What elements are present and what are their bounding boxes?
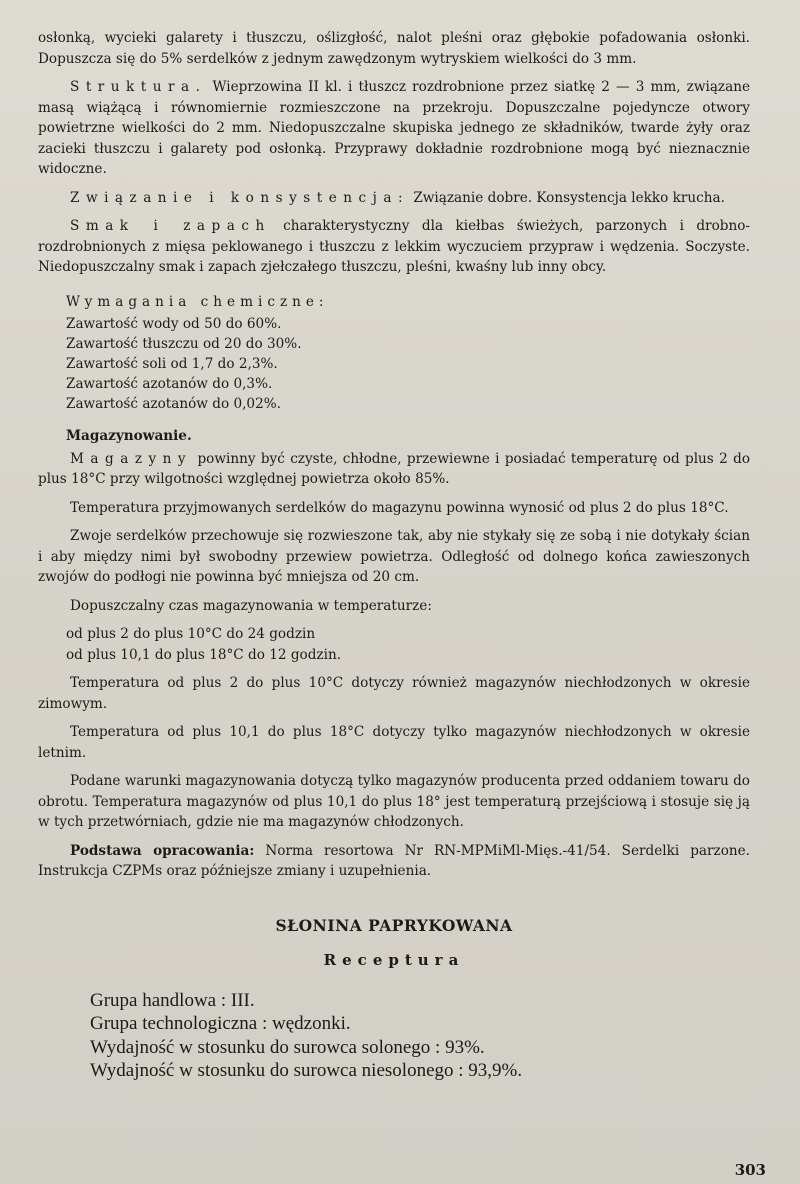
storage-time-item: od plus 10,1 do plus 18°C do 12 godzin. xyxy=(66,646,342,663)
wiazanie-label: Związanie i konsystencja: xyxy=(70,189,410,206)
smak-label: Smak i zapach xyxy=(70,218,271,234)
chemical-list xyxy=(66,314,750,414)
storage-heading: Magazynowanie. xyxy=(66,428,192,444)
paragraph-basis xyxy=(38,841,750,882)
chemical-item: Zawartość wody od 50 do 60%. xyxy=(66,316,282,332)
paragraph-defects: osłonką, wycieki galarety i tłuszczu, oślizgłość, nalot pleśni oraz głębokie pofadowania osłonki. Dopuszcza się do 5% serdelków z jednym zawędzonym wytryskiem wielkości do 3 mm. xyxy=(38,30,750,67)
paragraph-storage-time: Dopuszczalny czas magazynowania w temperaturze: xyxy=(70,597,432,614)
storage-times xyxy=(66,624,750,665)
struktura-text: Wieprzowina II kl. i tłuszcz rozdrobnione przez siatkę 2 — 3 mm, związane masą wiążącą i równomiernie rozmieszczone na przekroju. Dopuszczalne pojedyncze otwory powietrzne wielkości do 2 mm. Niedopuszczalne skupiska jednego ze składników, twarde żyły oraz zacieki tłuszczu i galarety pod osłonką. Przyprawy dokładnie rozdrobnione mogą być nieznacznie widoczne. xyxy=(38,79,750,177)
paragraph-smak xyxy=(38,216,750,278)
paragraph-magazyny xyxy=(38,449,750,490)
basis-label: Podstawa opracowania: xyxy=(70,842,255,859)
paragraph-temperature-intake: Temperatura przyjmowanych serdelków do magazynu powinna wynosić od plus 2 do plus 18°C. xyxy=(70,499,729,516)
chemical-item: Zawartość tłuszczu od 20 do 30%. xyxy=(66,336,302,352)
paragraph-wiazanie xyxy=(38,188,750,209)
magazyny-label: Magazyny xyxy=(70,450,193,467)
page-text xyxy=(38,28,750,1083)
chemical-item: Zawartość azotanów do 0,02%. xyxy=(66,396,281,412)
paragraph-conditions: Podane warunki magazynowania dotyczą tylko magazynów producenta przed oddaniem towaru do obrotu. Temperatura magazynów od plus 10,1 do plus 18° jest temperaturą przejściową i stosuje się ją w tych przetwórniach, gdzie nie ma magazynów chłodzonych. xyxy=(38,773,750,830)
recipe-parameter: Grupa technologiczna : wędzonki. xyxy=(90,1013,351,1034)
section-title: SŁONINA PAPRYKOWANA xyxy=(275,915,513,935)
paragraph-winter: Temperatura od plus 2 do plus 10°C dotyczy również magazynów niechłodzonych w okresie zimowym. xyxy=(38,675,750,712)
smak-text: charakterystyczny dla kiełbas świeżych, parzonych i drobno-rozdrobnionych z mięsa peklowanego i tłuszczu z lekkim wyczuciem przypraw i wędzenia. Soczyste. Niedopuszczalny smak i zapach zjełczałego tłuszczu, pleśni, kwaśny lub inny obcy. xyxy=(38,218,750,275)
wiazanie-text: Związanie dobre. Konsystencja lekko krucha. xyxy=(409,189,725,206)
chemical-item: Zawartość azotanów do 0,3%. xyxy=(66,376,273,392)
storage-time-item: od plus 2 do plus 10°C do 24 godzin xyxy=(66,626,316,642)
section-subtitle: Receptura xyxy=(323,951,465,969)
recipe-parameter: Wydajność w stosunku do surowca niesolonego : 93,9%. xyxy=(90,1060,523,1081)
recipe-parameter: Grupa handlowa : III. xyxy=(90,989,255,1011)
chemical-item: Zawartość soli od 1,7 do 2,3%. xyxy=(66,356,278,372)
recipe-parameter: Wydajność w stosunku do surowca solonego : 93%. xyxy=(90,1036,485,1058)
magazyny-text: powinny być czyste, chłodne, przewiewne i posiadać temperaturę od plus 2 do plus 18°C przy wilgotności względnej powietrza około 85%. xyxy=(38,450,750,487)
struktura-label: Struktura. xyxy=(70,79,207,95)
chemical-heading: Wymagania chemiczne: xyxy=(66,293,329,310)
basis-text: Norma resortowa Nr RN-MPMiMl-Mięs.-41/54. Serdelki parzone. Instrukcja CZPMs oraz późniejsze zmiany i uzupełnienia. xyxy=(38,842,750,879)
page-number: 303 xyxy=(734,1161,766,1179)
paragraph-hanging: Zwoje serdelków przechowuje się rozwieszone tak, aby nie stykały się ze sobą i nie dotykały ścian i aby między nimi był swobodny przewiew powietrza. Odległość od dolnego końca zawieszonych zwojów do podłogi nie powinna być mniejsza od 20 cm. xyxy=(38,528,750,585)
paragraph-struktura xyxy=(38,77,750,180)
paragraph-summer: Temperatura od plus 10,1 do plus 18°C dotyczy tylko magazynów niechłodzonych w okresie letnim. xyxy=(38,724,750,761)
recipe-parameters xyxy=(90,989,750,1083)
